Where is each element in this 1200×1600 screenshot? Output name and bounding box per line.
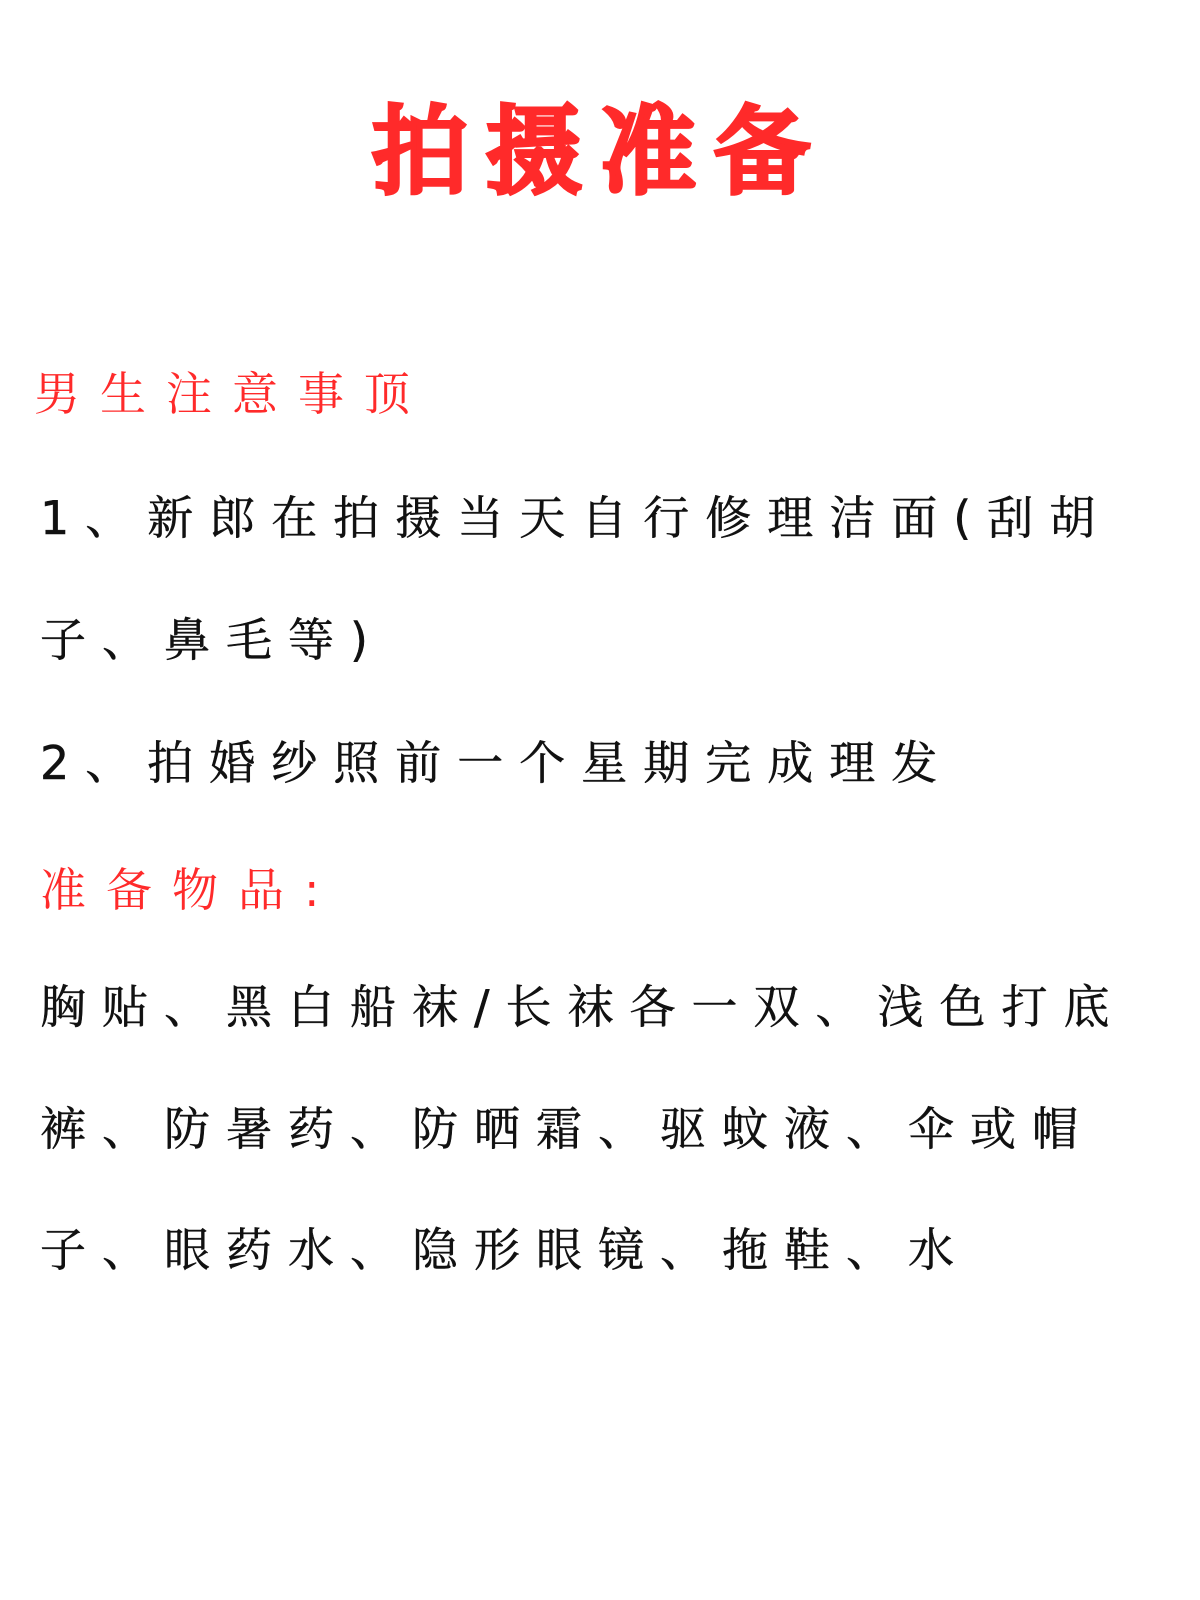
items-heading: 准备物品:: [40, 863, 340, 917]
men-notes-heading: 男生注意事顶: [34, 367, 430, 421]
men-note-line-1: 1、新郎在拍摄当天自行修理洁面(刮胡: [40, 491, 1112, 545]
men-note-line-2: 子、鼻毛等): [40, 613, 384, 667]
page-title: 拍摄准备: [372, 96, 828, 208]
men-note-line-3: 2、拍婚纱照前一个星期完成理发: [40, 736, 954, 790]
items-line-2: 裤、防暑药、防晒霜、驱蚊液、伞或帽: [40, 1102, 1094, 1156]
items-line-1: 胸贴、黑白船袜/长袜各一双、浅色打底: [40, 980, 1126, 1034]
items-line-3: 子、眼药水、隐形眼镜、拖鞋、水: [40, 1223, 970, 1277]
